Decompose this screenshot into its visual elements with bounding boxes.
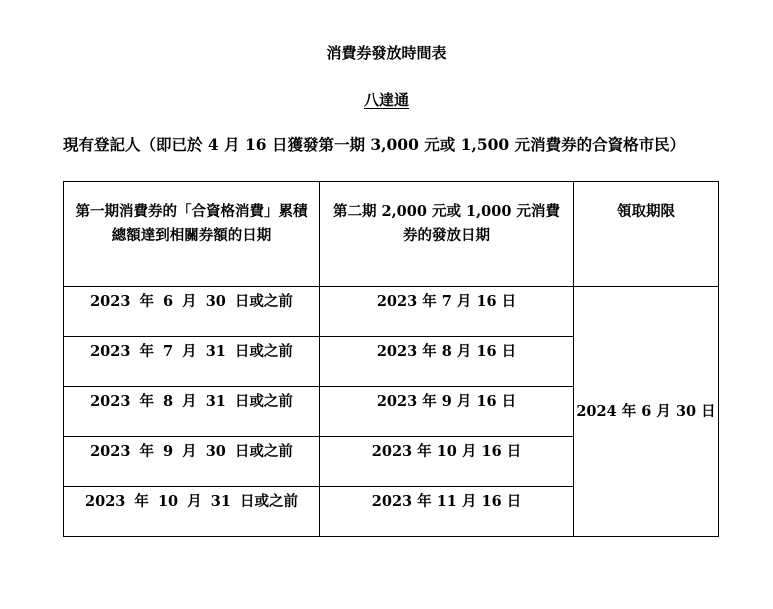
qualify-date-cell: 2023 年 8 月 31 日或之前 (64, 387, 320, 437)
issue-date-cell: 2023 年 10 月 16 日 (320, 437, 574, 487)
collect-deadline-cell: 2024 年 6 月 30 日 (574, 287, 719, 537)
document-subtitle (0, 90, 773, 110)
issue-date-cell: 2023 年 11 月 16 日 (320, 487, 574, 537)
table-row (64, 287, 719, 337)
document-title: 消費券發放時間表 (326, 44, 447, 62)
issue-date-cell: 2023 年 7 月 16 日 (320, 287, 574, 337)
voucher-schedule-table (63, 181, 719, 537)
issue-date-cell: 2023 年 8 月 16 日 (320, 337, 574, 387)
qualify-date-cell: 2023 年 6 月 30 日或之前 (64, 287, 320, 337)
header-qualify-date: 第一期消費券的「合資格消費」累積總額達到相關券額的日期 (64, 182, 320, 287)
header-collect-deadline: 領取期限 (574, 182, 719, 287)
qualify-date-cell: 2023 年 9 月 30 日或之前 (64, 437, 320, 487)
table-header-row (64, 182, 719, 287)
qualify-date-cell: 2023 年 7 月 31 日或之前 (64, 337, 320, 387)
subtitle-text: 八達通 (363, 91, 409, 109)
header-issue-date: 第二期 2,000 元或 1,000 元消費券的發放日期 (320, 182, 574, 287)
intro-paragraph: 現有登記人（即已於 4 月 16 日獲發第一期 3,000 元或 1,500 元消費券的合資格市民） (63, 135, 686, 154)
qualify-date-cell: 2023 年 10 月 31 日或之前 (64, 487, 320, 537)
issue-date-cell: 2023 年 9 月 16 日 (320, 387, 574, 437)
